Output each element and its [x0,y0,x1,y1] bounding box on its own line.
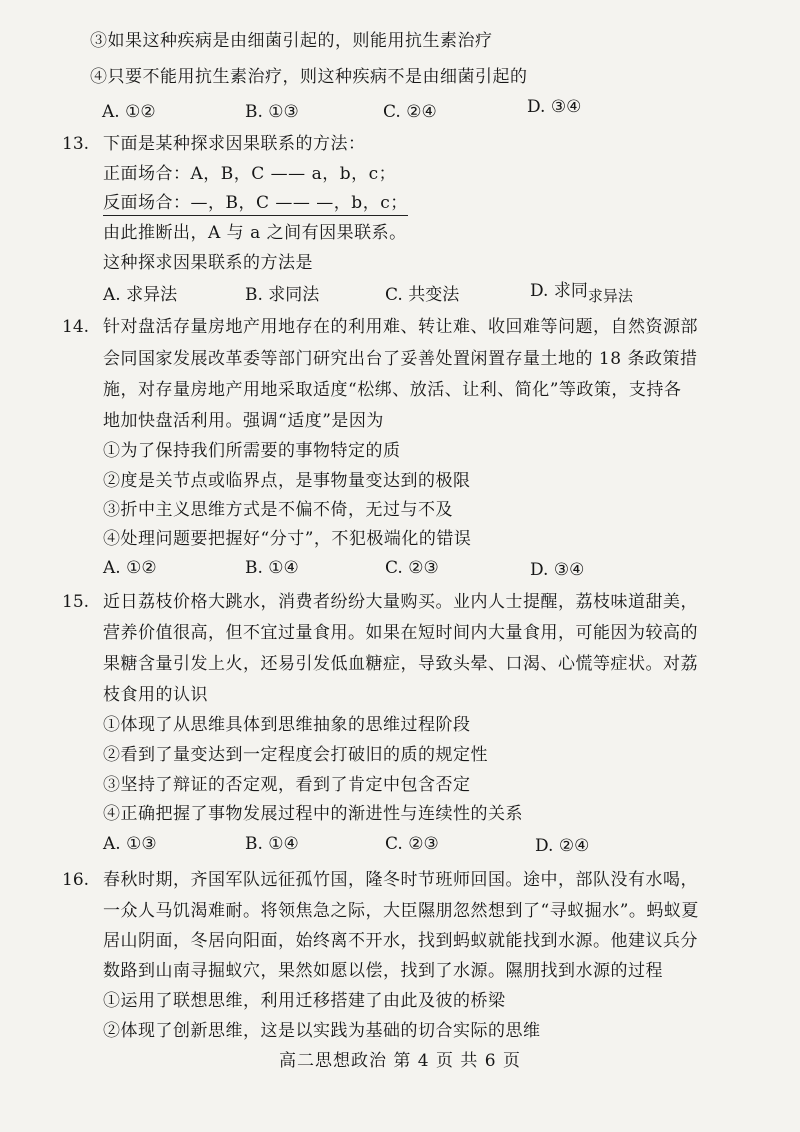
q13-conclusion: 由此推断出，A 与 a 之间有因果联系。 [103,223,407,243]
q15-option-b: B. ①④ [245,834,299,854]
q13-option-c: C. 共变法 [385,285,460,305]
q15-statement-1: ①体现了从思维具体到思维抽象的思维过程阶段 [103,715,471,735]
q13-option-d-suffix: 求异法 [587,287,633,305]
q14-option-d: D. ③④ [530,560,585,580]
q15-option-c: C. ②③ [385,834,439,854]
q16-stem-line: 一众人马饥渴难耐。将领焦急之际，大臣隰朋忽然想到了“寻蚁掘水”。蚂蚁夏 [103,901,699,921]
q12-statement-4: ④只要不能用抗生素治疗，则这种疾病不是由细菌引起的 [90,67,528,87]
q14-stem-line: 针对盘活存量房地产用地存在的利用难、转让难、收回难等问题，自然资源部 [103,317,698,337]
q12-option-d: D. ③④ [527,97,582,117]
q15-option-d: D. ②④ [535,836,590,856]
q14-stem-line: 施，对存量房地产用地采取适度“松绑、放活、让利、简化”等政策，支持各 [103,380,682,400]
q15-option-a: A. ①③ [103,834,157,854]
q14-option-b: B. ①④ [245,558,299,578]
q15-stem-line: 枝食用的认识 [103,685,208,705]
q13-option-a: A. 求异法 [103,285,178,305]
q12-statement-3: ③如果这种疾病是由细菌引起的，则能用抗生素治疗 [90,31,493,51]
q13-number: 13. [62,134,90,154]
q14-number: 14. [62,317,90,337]
q14-option-c: C. ②③ [385,558,439,578]
q13-option-b: B. 求同法 [245,285,320,305]
q13-question: 这种探求因果联系的方法是 [103,253,313,273]
q15-stem-line: 果糖含量引发上火，还易引发低血糖症，导致头晕、口渴、心慌等症状。对荔 [103,654,698,674]
q16-statement-1: ①运用了联想思维，利用迁移搭建了由此及彼的桥梁 [103,991,506,1011]
q15-stem-line: 营养价值很高，但不宜过量食用。如果在短时间内大量食用，可能因为较高的 [103,623,698,643]
q13-option-d [530,280,633,305]
q15-statement-4: ④正确把握了事物发展过程中的渐进性与连续性的关系 [103,804,523,824]
q13-option-d-main: D. 求同 [530,281,588,301]
q16-statement-2: ②体现了创新思维，这是以实践为基础的切合实际的思维 [103,1021,541,1041]
q14-statement-3: ③折中主义思维方式是不偏不倚，无过与不及 [103,500,453,520]
page-footer: 高二思想政治 第 4 页 共 6 页 [278,1051,522,1071]
q16-number: 16. [62,870,90,890]
q15-statement-3: ③坚持了辩证的否定观，看到了肯定中包含否定 [103,775,471,795]
q14-statement-1: ①为了保持我们所需要的事物特定的质 [103,441,401,461]
q12-option-a: A. ①② [102,102,156,122]
q15-stem-line: 近日荔枝价格大跳水，消费者纷纷大量购买。业内人士提醒，荔枝味道甜美， [103,592,698,612]
q14-option-a: A. ①② [103,558,157,578]
q12-option-b: B. ①③ [245,102,299,122]
q13-negative-case: 反面场合：—，B，C —— —，b，c； [103,192,408,216]
q14-statement-2: ②度是关节点或临界点，是事物量变达到的极限 [103,471,471,491]
q13-positive-case: 正面场合：A，B，C —— a，b，c； [103,164,397,184]
q15-statement-2: ②看到了量变达到一定程度会打破旧的质的规定性 [103,745,488,765]
q16-stem-line: 数路到山南寻掘蚁穴，果然如愿以偿，找到了水源。隰朋找到水源的过程 [103,961,663,981]
q13-stem: 下面是某种探求因果联系的方法： [103,134,366,154]
q14-stem-line: 地加快盘活利用。强调“适度”是因为 [103,411,384,431]
q14-stem-line: 会同国家发展改革委等部门研究出台了妥善处置闲置存量土地的 18 条政策措 [103,349,698,369]
q16-stem-line: 居山阴面，冬居向阳面，始终离不开水，找到蚂蚁就能找到水源。他建议兵分 [103,931,698,951]
q14-statement-4: ④处理问题要把握好“分寸”，不犯极端化的错误 [103,529,472,549]
q16-stem-line: 春秋时期，齐国军队远征孤竹国，隆冬时节班师回国。途中，部队没有水喝， [103,870,698,890]
q15-number: 15. [62,592,90,612]
q12-option-c: C. ②④ [383,102,437,122]
